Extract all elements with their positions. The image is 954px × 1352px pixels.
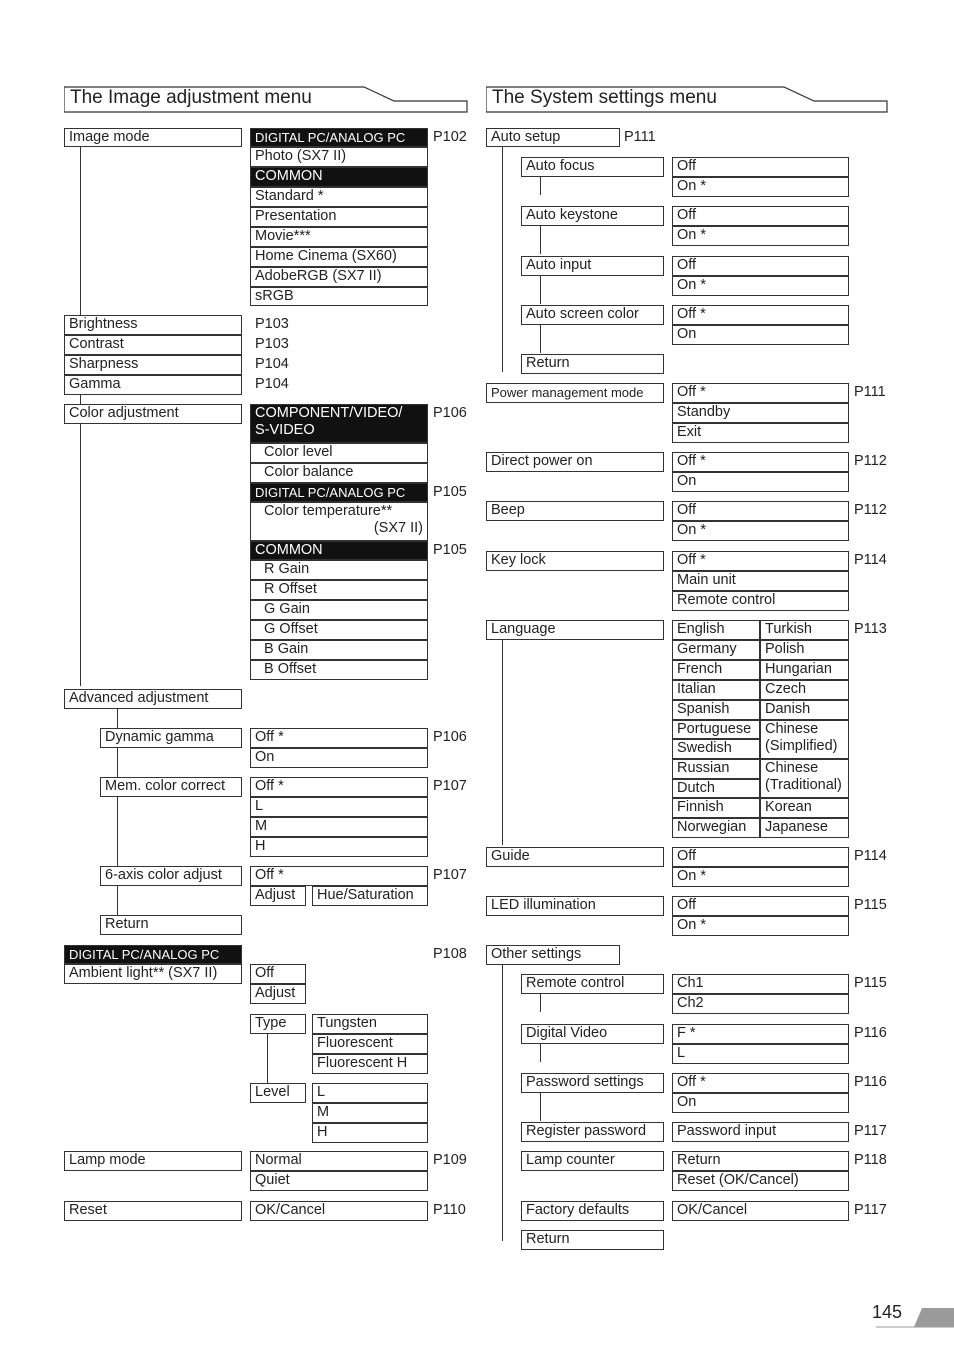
option-item: M bbox=[312, 1103, 428, 1123]
led-illumination-item: LED illumination bbox=[486, 896, 664, 916]
image-adjustment-title: The Image adjustment menu bbox=[70, 87, 312, 108]
language-line: Chinese bbox=[765, 721, 819, 737]
lamp-mode-item: Lamp mode bbox=[64, 1151, 242, 1171]
option-item: Ch1 bbox=[672, 974, 849, 994]
option-header: DIGITAL PC/ANALOG PC bbox=[250, 483, 428, 502]
option-item: Adjust bbox=[250, 886, 306, 906]
auto-focus-item: Auto focus bbox=[521, 157, 664, 177]
dynamic-gamma-item: Dynamic gamma bbox=[100, 728, 242, 748]
option-item: On * bbox=[672, 521, 849, 541]
language-option: Hungarian bbox=[760, 660, 849, 680]
tree-line bbox=[540, 274, 541, 304]
lamp-counter-item: Lamp counter bbox=[521, 1151, 664, 1171]
page-ref: P116 bbox=[854, 1074, 887, 1090]
auto-screen-color-item: Auto screen color bbox=[521, 305, 664, 325]
option-item: L bbox=[672, 1044, 849, 1064]
advanced-adjustment-item: Advanced adjustment bbox=[64, 689, 242, 709]
page-ref: P102 bbox=[433, 129, 467, 145]
option-item: Movie*** bbox=[250, 227, 428, 247]
option-header: COMMON bbox=[250, 167, 428, 187]
page-ref: P104 bbox=[255, 376, 289, 392]
key-lock-item: Key lock bbox=[486, 551, 664, 571]
page-tab-decoration bbox=[876, 1308, 954, 1328]
password-settings-item: Password settings bbox=[521, 1073, 664, 1093]
option-item: Off * bbox=[250, 728, 428, 748]
tree-line bbox=[540, 1042, 541, 1062]
direct-power-on-item: Direct power on bbox=[486, 452, 664, 472]
auto-keystone-item: Auto keystone bbox=[521, 206, 664, 226]
page-ref: P103 bbox=[255, 316, 289, 332]
page-number: 145 bbox=[872, 1302, 903, 1322]
option-item: R Gain bbox=[250, 560, 428, 580]
page-ref: P112 bbox=[854, 502, 887, 518]
option-item: Quiet bbox=[250, 1171, 428, 1191]
option-item: Off * bbox=[672, 551, 849, 571]
language-option: Russian bbox=[672, 759, 760, 779]
tree-line bbox=[540, 224, 541, 254]
option-item: On * bbox=[672, 916, 849, 936]
page-ref: P109 bbox=[433, 1152, 467, 1168]
gamma-item: Gamma bbox=[64, 375, 242, 395]
tree-line bbox=[540, 175, 541, 195]
option-item: Off bbox=[672, 157, 849, 177]
title-bar-decoration bbox=[486, 86, 888, 114]
page-ref: P111 bbox=[854, 384, 886, 400]
brightness-item: Brightness bbox=[64, 315, 242, 335]
color-adjustment-item: Color adjustment bbox=[64, 404, 242, 424]
page-ref: P112 bbox=[854, 453, 887, 469]
option-header: DIGITAL PC/ANALOG PC bbox=[250, 128, 428, 147]
return-item: Return bbox=[100, 915, 242, 935]
option-item: On * bbox=[672, 226, 849, 246]
option-item: Remote control bbox=[672, 591, 849, 611]
language-option: Germany bbox=[672, 640, 760, 660]
option-item: Ch2 bbox=[672, 994, 849, 1014]
option-item: Off * bbox=[250, 777, 428, 797]
page-ref: P103 bbox=[255, 336, 289, 352]
option-item: F * bbox=[672, 1024, 849, 1044]
page-ref: P106 bbox=[433, 729, 467, 745]
page-ref: P110 bbox=[433, 1202, 466, 1218]
language-option: Finnish bbox=[672, 798, 760, 818]
page-ref: P116 bbox=[854, 1025, 887, 1041]
header-line: COMPONENT/VIDEO/ bbox=[255, 405, 403, 421]
image-mode-item: Image mode bbox=[64, 128, 242, 147]
system-settings-title: The System settings menu bbox=[492, 87, 717, 108]
option-item: Color balance bbox=[250, 463, 428, 483]
language-option: Japanese bbox=[760, 818, 849, 838]
tree-line bbox=[502, 638, 503, 845]
option-item: OK/Cancel bbox=[250, 1201, 428, 1221]
factory-defaults-item: Factory defaults bbox=[521, 1201, 664, 1221]
option-item: On bbox=[250, 748, 428, 768]
option-item: Home Cinema (SX60) bbox=[250, 247, 428, 267]
auto-input-item: Auto input bbox=[521, 256, 664, 276]
language-option: Czech bbox=[760, 680, 849, 700]
option-item: Off * bbox=[672, 452, 849, 472]
option-item: Presentation bbox=[250, 207, 428, 227]
tree-line bbox=[267, 1033, 268, 1083]
remote-control-item: Remote control bbox=[521, 974, 664, 994]
option-item: G Offset bbox=[250, 620, 428, 640]
page-ref: P117 bbox=[854, 1123, 887, 1139]
language-option: English bbox=[672, 620, 760, 640]
language-line: (Traditional) bbox=[765, 777, 842, 793]
option-item: G Gain bbox=[250, 600, 428, 620]
page-ref: P114 bbox=[854, 848, 887, 864]
digital-video-item: Digital Video bbox=[521, 1024, 664, 1044]
page-ref: P106 bbox=[433, 405, 467, 421]
page-ref: P114 bbox=[854, 552, 887, 568]
option-item: sRGB bbox=[250, 287, 428, 306]
register-password-item: Register password bbox=[521, 1122, 664, 1142]
beep-item: Beep bbox=[486, 501, 664, 521]
option-item: B Gain bbox=[250, 640, 428, 660]
page-ref: P105 bbox=[433, 542, 467, 558]
option-header: DIGITAL PC/ANALOG PC bbox=[64, 945, 242, 964]
option-item: Off bbox=[672, 896, 849, 916]
option-item: Off * bbox=[672, 305, 849, 325]
option-item: On * bbox=[672, 867, 849, 887]
option-item: Return bbox=[672, 1151, 849, 1171]
option-item: Off * bbox=[672, 383, 849, 403]
option-item bbox=[250, 502, 428, 541]
item-line: (SX7 II) bbox=[373, 520, 423, 536]
option-item: M bbox=[250, 817, 428, 837]
option-item: Tungsten bbox=[312, 1014, 428, 1034]
option-item: On bbox=[672, 1093, 849, 1113]
option-item: Hue/Saturation bbox=[312, 886, 428, 906]
page-ref: P113 bbox=[854, 621, 887, 637]
option-item: Photo (SX7 II) bbox=[250, 147, 428, 167]
page-ref: P115 bbox=[854, 897, 887, 913]
tree-line bbox=[540, 1091, 541, 1121]
option-item: Password input bbox=[672, 1122, 849, 1142]
page-ref: P108 bbox=[433, 946, 467, 962]
language-line: (Simplified) bbox=[765, 738, 838, 754]
title-bar-decoration bbox=[64, 86, 468, 114]
option-item: H bbox=[250, 837, 428, 857]
option-item: On bbox=[672, 325, 849, 345]
language-option: Polish bbox=[760, 640, 849, 660]
tree-line bbox=[540, 992, 541, 1012]
option-item: On * bbox=[672, 177, 849, 197]
language-item: Language bbox=[486, 620, 664, 640]
language-option: French bbox=[672, 660, 760, 680]
language-option: Spanish bbox=[672, 700, 760, 720]
option-item: L bbox=[250, 797, 428, 817]
page-ref: P118 bbox=[854, 1152, 887, 1168]
page-ref: P117 bbox=[854, 1202, 887, 1218]
header-line: S-VIDEO bbox=[255, 422, 315, 438]
page-ref: P111 bbox=[624, 129, 656, 145]
option-item: L bbox=[312, 1083, 428, 1103]
option-item: Normal bbox=[250, 1151, 428, 1171]
type-item: Type bbox=[250, 1014, 306, 1034]
option-item: On bbox=[672, 472, 849, 492]
option-item: B Offset bbox=[250, 660, 428, 680]
option-item: AdobeRGB (SX7 II) bbox=[250, 267, 428, 287]
item-line: Color temperature** bbox=[264, 503, 393, 519]
page-ref: P107 bbox=[433, 778, 467, 794]
language-option: Turkish bbox=[760, 620, 849, 640]
level-item: Level bbox=[250, 1083, 306, 1103]
return-item: Return bbox=[521, 1230, 664, 1250]
tree-line bbox=[540, 323, 541, 353]
option-item: Main unit bbox=[672, 571, 849, 591]
option-item: On * bbox=[672, 276, 849, 296]
option-item: Fluorescent bbox=[312, 1034, 428, 1054]
return-item: Return bbox=[521, 354, 664, 374]
tree-line bbox=[502, 963, 503, 1241]
language-option: Italian bbox=[672, 680, 760, 700]
language-option: Swedish bbox=[672, 739, 760, 759]
guide-item: Guide bbox=[486, 847, 664, 867]
option-item: Color level bbox=[250, 443, 428, 463]
option-item: Standard * bbox=[250, 187, 428, 207]
contrast-item: Contrast bbox=[64, 335, 242, 355]
option-item: Off bbox=[672, 847, 849, 867]
option-item: Fluorescent H bbox=[312, 1054, 428, 1074]
language-option: Danish bbox=[760, 700, 849, 720]
language-option: Dutch bbox=[672, 779, 760, 798]
option-item: Off bbox=[672, 256, 849, 276]
reset-item: Reset bbox=[64, 1201, 242, 1221]
other-settings-item: Other settings bbox=[486, 945, 620, 965]
option-item: R Offset bbox=[250, 580, 428, 600]
option-item: Standby bbox=[672, 403, 849, 423]
option-header: COMMON bbox=[250, 541, 428, 560]
option-item: Off * bbox=[250, 866, 428, 886]
language-option bbox=[760, 720, 849, 759]
language-option: Korean bbox=[760, 798, 849, 818]
option-item: H bbox=[312, 1123, 428, 1143]
option-item: Off bbox=[672, 501, 849, 521]
tree-line bbox=[502, 146, 503, 372]
sharpness-item: Sharpness bbox=[64, 355, 242, 375]
option-header bbox=[250, 404, 428, 443]
option-item: OK/Cancel bbox=[672, 1201, 849, 1221]
language-line: Chinese bbox=[765, 760, 819, 776]
page-ref: P104 bbox=[255, 356, 289, 372]
option-item: Off * bbox=[672, 1073, 849, 1093]
language-option: Norwegian bbox=[672, 818, 760, 838]
option-item: Reset (OK/Cancel) bbox=[672, 1171, 849, 1191]
page-ref: P105 bbox=[433, 484, 467, 500]
auto-setup-item: Auto setup bbox=[486, 128, 620, 147]
language-option: Portuguese bbox=[672, 720, 760, 739]
option-item: Off bbox=[250, 964, 306, 984]
ambient-light-item: Ambient light** (SX7 II) bbox=[64, 964, 242, 984]
page-ref: P107 bbox=[433, 867, 467, 883]
power-management-item: Power management mode bbox=[486, 383, 664, 403]
option-item: Off bbox=[672, 206, 849, 226]
six-axis-color-adjust-item: 6-axis color adjust bbox=[100, 866, 242, 886]
option-item: Exit bbox=[672, 423, 849, 443]
option-item: Adjust bbox=[250, 984, 306, 1004]
mem-color-correct-item: Mem. color correct bbox=[100, 777, 242, 797]
language-option bbox=[760, 759, 849, 798]
page-ref: P115 bbox=[854, 975, 887, 991]
